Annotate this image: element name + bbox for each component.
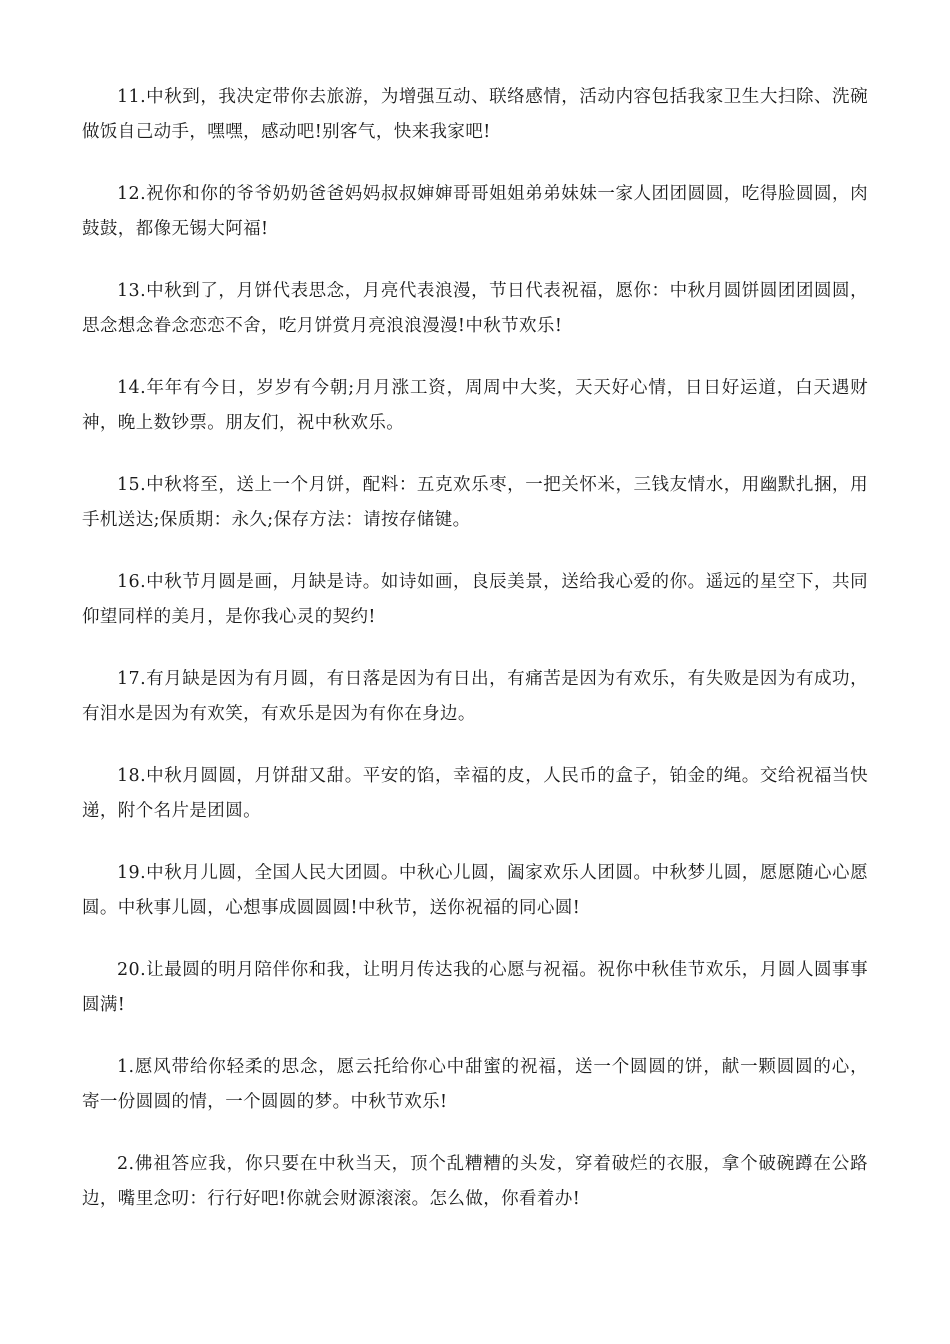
document-body [82, 80, 868, 1244]
paragraph-13: 13.中秋到了，月饼代表思念，月亮代表浪漫，节日代表祝福，愿你：中秋月圆饼圆团团圆圆，思念想念眷念恋恋不舍，吃月饼赏月亮浪浪漫漫!中秋节欢乐! [82, 281, 868, 336]
paragraph-14: 14.年年有今日，岁岁有今朝;月月涨工资，周周中大奖，天天好心情，日日好运道，白天遇财神，晚上数钞票。朋友们，祝中秋欢乐。 [82, 378, 868, 433]
paragraph-2: 2.佛祖答应我，你只要在中秋当天，顶个乱糟糟的头发，穿着破烂的衣服，拿个破碗蹲在公路边，嘴里念叨：行行好吧!你就会财源滚滚。怎么做，你看着办! [82, 1154, 868, 1209]
paragraph-17: 17.有月缺是因为有月圆，有日落是因为有日出，有痛苦是因为有欢乐，有失败是因为有成功，有泪水是因为有欢笑，有欢乐是因为有你在身边。 [82, 669, 868, 724]
paragraph-1: 1.愿风带给你轻柔的思念，愿云托给你心中甜蜜的祝福，送一个圆圆的饼，献一颗圆圆的心，寄一份圆圆的情，一个圆圆的梦。中秋节欢乐! [82, 1057, 868, 1112]
paragraph-16: 16.中秋节月圆是画，月缺是诗。如诗如画，良辰美景，送给我心爱的你。遥远的星空下，共同仰望同样的美月，是你我心灵的契约! [82, 572, 868, 627]
paragraph-20: 20.让最圆的明月陪伴你和我，让明月传达我的心愿与祝福。祝你中秋佳节欢乐，月圆人圆事事圆满! [82, 960, 868, 1015]
paragraph-18: 18.中秋月圆圆，月饼甜又甜。平安的馅，幸福的皮，人民币的盒子，铂金的绳。交给祝福当快递，附个名片是团圆。 [82, 766, 868, 821]
paragraph-12: 12.祝你和你的爷爷奶奶爸爸妈妈叔叔婶婶哥哥姐姐弟弟妹妹一家人团团圆圆，吃得脸圆圆，肉鼓鼓，都像无锡大阿福! [82, 184, 868, 239]
paragraph-11: 11.中秋到，我决定带你去旅游，为增强互动、联络感情，活动内容包括我家卫生大扫除、洗碗做饭自己动手，嘿嘿，感动吧!别客气，快来我家吧! [82, 87, 868, 142]
paragraph-15: 15.中秋将至，送上一个月饼，配料：五克欢乐枣，一把关怀米，三钱友情水，用幽默扎捆，用手机送达;保质期：永久;保存方法：请按存储键。 [82, 475, 868, 530]
paragraph-19: 19.中秋月儿圆，全国人民大团圆。中秋心儿圆，阖家欢乐人团圆。中秋梦儿圆，愿愿随心心愿圆。中秋事儿圆，心想事成圆圆圆!中秋节，送你祝福的同心圆! [82, 863, 868, 918]
